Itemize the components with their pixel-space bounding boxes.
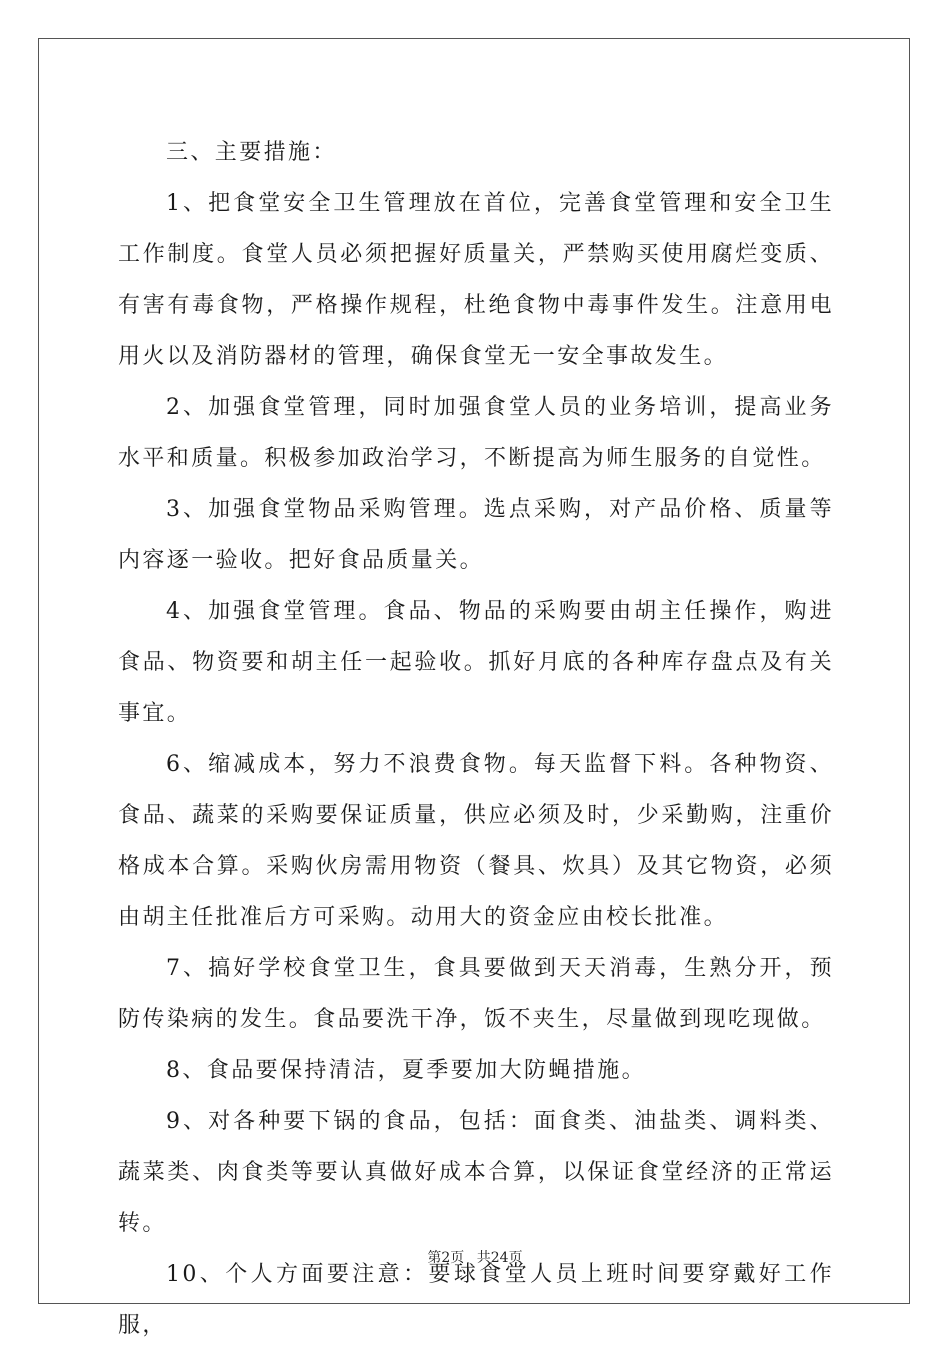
- section-heading: 三、主要措施：: [166, 140, 337, 165]
- paragraph-8: 8、食品要保持清洁，夏季要加大防蝇措施。: [166, 1058, 646, 1083]
- page-footer: [0, 1247, 950, 1267]
- page-number: 第2页: [427, 1250, 465, 1266]
- page-total: 共24页: [476, 1250, 523, 1266]
- paragraph-6: 6、缩减成本，努力不浪费食物。每天监督下料。各种物资、食品、蔬菜的采购要保证质量，供应必须及时，少采勤购，注重价格成本合算。采购伙房需用物资（餐具、炊具）及其它物资，必须由胡主任批准后方可采购。动用大的资金应由校长批准。: [118, 752, 834, 930]
- paragraph-7: 7、搞好学校食堂卫生，食具要做到天天消毒，生熟分开，预防传染病的发生。食品要洗干净，饭不夹生，尽量做到现吃现做。: [118, 956, 834, 1032]
- paragraph-3: 3、加强食堂物品采购管理。选点采购，对产品价格、质量等内容逐一验收。把好食品质量关。: [118, 497, 834, 573]
- paragraph-10: 10、个人方面要注意：要球食堂人员上班时间要穿戴好工作服，: [118, 1262, 834, 1338]
- paragraph-2: 2、加强食堂管理，同时加强食堂人员的业务培训，提高业务水平和质量。积极参加政治学习，不断提高为师生服务的自觉性。: [118, 395, 834, 471]
- paragraph-4: 4、加强食堂管理。食品、物品的采购要由胡主任操作，购进食品、物资要和胡主任一起验收。抓好月底的各种库存盘点及有关事宜。: [118, 599, 834, 726]
- paragraph-1: 1、把食堂安全卫生管理放在首位，完善食堂管理和安全卫生工作制度。食堂人员必须把握好质量关，严禁购买使用腐烂变质、有害有毒食物，严格操作规程，杜绝食物中毒事件发生。注意用电用火以及消防器材的管理，确保食堂无一安全事故发生。: [118, 191, 834, 369]
- document-body: [118, 127, 834, 1351]
- paragraph-9: 9、对各种要下锅的食品，包括：面食类、油盐类、调料类、蔬菜类、肉食类等要认真做好成本合算，以保证食堂经济的正常运转。: [118, 1109, 834, 1236]
